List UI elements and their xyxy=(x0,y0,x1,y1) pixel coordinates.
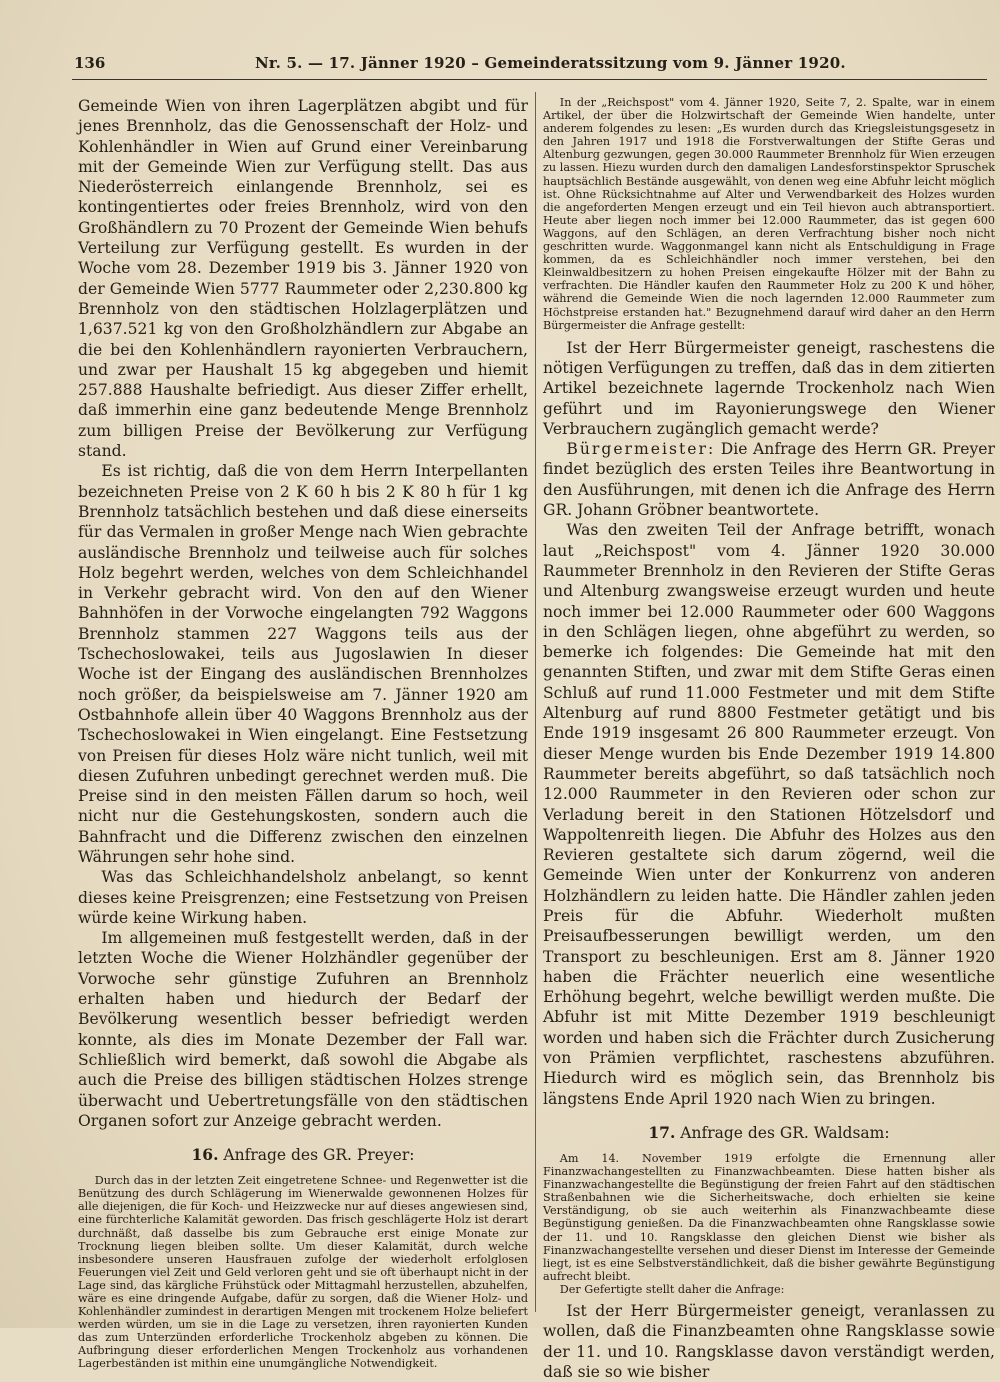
header-rule xyxy=(72,79,987,80)
inquiry-lead-in: Der Gefertigte stellt daher die Anfrage: xyxy=(559,1282,785,1296)
page-header xyxy=(60,54,960,76)
speaker-label: Bürgermeister: xyxy=(566,440,716,459)
page-number: 136 xyxy=(74,54,106,72)
section-heading-16 xyxy=(78,1143,528,1167)
running-title: Nr. 5. — 17. Jänner 1920 – Gemeinderatssitzung vom 9. Jänner 1920. xyxy=(255,54,846,72)
heading-text-17: Anfrage des GR. Waldsam: xyxy=(680,1123,890,1142)
left-paragraph-3: Was das Schleichhandelsholz anbelangt, so kennt dieses keine Preisgrenzen; eine Festsetzung von Preisen würde keine Wirkung haben. xyxy=(78,868,528,927)
right-column xyxy=(543,96,995,1382)
left-paragraph-1: Gemeinde Wien von ihren Lagerplätzen abgibt und für jenes Brennholz, das die Genossenschaft der Holz- und Kohlenhändler in Wien auf Grund einer Vereinbarung mit der Gemeinde Wien zur Verfügung stellt. Das aus Niederösterreich einlangende Brennholz, sei es kontingentiertes oder freies Brennholz, wird von den Großhändlern zu 70 Prozent der Gemeinde Wien behufs Verteilung zur Verfügung gestellt. Es wurden in der Woche vom 28. Dezember 1919 bis 3. Jänner 1920 von der Gemeinde Wien 5777 Raummeter oder 2,230.800 kg Brennholz von den städtischen Holzlagerplätzen und 1,637.521 kg von den Großholzhändlern zur Abgabe an die bei den Kohlenhändlern rayonierten Verbrauchern, und zwar per Haushalt 15 kg abgegeben und hiemit 257.888 Haushalte befriedigt. Aus dieser Ziffer erhellt, daß immerhin eine ganz bedeutende Menge Brennholz zum billigen Preise der Bevölkerung zur Verfügung stand. xyxy=(78,97,528,461)
inquiry-text-preyer: Durch das in der letzten Zeit eingetretene Schnee- und Regenwetter ist die Benützung des durch Schlägerung im Wienerwalde gewonnenen Holzes für alle diejenigen, die für Koch- und Heizzwecke nur auf dieses angewiesen sind, eine fürchterliche Kalamität geworden. Das frisch geschlägerte Holz ist derart durchnäßt, daß dasselbe bis zum Gebrauche erst einige Monate zur Trocknung liegen bleiben sollte. Um dieser Kalamität, durch welche insbesondere unseren Hausfrauen zufolge der wiederholt erfolglosen Feuerungen viel Zeit und Geld verloren geht und sie oft überhaupt nicht in der Lage sind, das kärgliche Frühstück oder Mittagmahl herzustellen, abzuhelfen, wäre es eine dringende Aufgabe, dafür zu sorgen, daß die Wiener Holz- und Kohlenhändler zumindest in derartigen Mengen mit trockenem Holze beliefert werden würden, um sie in die Lage zu versetzen, ihren rayonierten Kunden das zum Unterzünden erforderliche Trockenholz abgeben zu können. Die Aufbringung dieser erforderlichen Mengen Trockenholz aus vorhandenen Lagerbeständen ist mithin eine unumgängliche Notwendigkeit. xyxy=(78,1174,528,1371)
right-paragraph-4: Ist der Herr Bürgermeister geneigt, veranlassen zu wollen, daß die Finanzbeamten ohne Rangsklasse sowie der 11. und 10. Rangsklasse davon verständigt werden, daß sie so wie bisher xyxy=(543,1302,995,1381)
heading-text-16: Anfrage des GR. Preyer: xyxy=(223,1146,415,1165)
right-paragraph-3: Was den zweiten Teil der Anfrage betrifft, wonach laut „Reichspost" vom 4. Jänner 1920 30.000 Raummeter Brennholz in den Revieren der Stifte Geras und Altenburg zwangsweise erzeugt wurden und heute noch immer bei 12.000 Raummeter oder 600 Waggons in den Schlägen liegen, ohne abgeführt zu werden, so bemerke ich folgendes: Die Gemeinde hat mit den genannten Stiften, und zwar mit dem Stifte Geras einen Schluß auf rund 11.000 Festmeter und mit dem Stifte Altenburg auf rund 8800 Festmeter getätigt und bis Ende 1919 insgesamt 26 800 Raummeter erzeugt. Von dieser Menge wurden bis Ende Dezember 1919 14.800 Raummeter bereits abgeführt, so daß tatsächlich noch 12.000 Raummeter in den Revieren oder schon zur Verladung bereit in den Stationen Hötzelsdorf und Wappoltenreith liegen. Die Abfuhr des Holzes aus den Revieren gestaltete sich darum zögernd, weil die Gemeinde Wien unter der Konkurrenz von anderen Holzhändlern zu leiden hatte. Die Händler zahlen jeden Preis für die Abfuhr. Wiederholt mußten Preisaufbesserungen bewilligt werden, um den Transport zu beschleunigen. Erst am 8. Jänner 1920 haben die Frächter neuerlich eine wesentliche Erhöhung begehrt, welche bewilligt werden mußte. Die Abfuhr ist mit Mitte Dezember 1919 beschleunigt worden und haben sich die Frächter durch Zusicherung von Prämien verpflichtet, raschestens abzuführen. Hiedurch wird es möglich sein, das Brennholz bis längstens Ende April 1920 nach Wien zu bringen. xyxy=(543,521,995,1108)
heading-number-16: 16. xyxy=(191,1145,219,1165)
section-heading-17 xyxy=(543,1121,995,1145)
reichspost-quote: In der „Reichspost" vom 4. Jänner 1920, Seite 7, 2. Spalte, war in einem Artikel, der über die Holzwirtschaft der Gemeinde Wien handelte, unter anderem folgendes zu lesen: „Es wurden durch das Kriegsleistungsgesetz in den Jahren 1917 und 1918 die Forstverwaltungen der Stifte Geras und Altenburg gezwungen, gegen 30.000 Raummeter Brennholz für Wien erzeugen zu lassen. Hiezu wurden durch den damaligen Landesforstinspektor Spruschek hauptsächlich Bestände ausgewählt, von denen weg eine Abfuhr leicht möglich ist. Ohne Rücksichtnahme auf Alter und Verwendbarkeit des Holzes wurden die angeforderten Mengen erzeugt und ein Teil hievon auch abtransportiert. Heute aber liegen noch immer bei 12.000 Raummeter, das ist gegen 600 Waggons, auf den Schlägen, an deren Verfrachtung bisher noch nicht geschritten wurde. Waggonmangel kann nicht als Entschuldigung in Frage kommen, da es Schleichhändler noch immer verstehen, bei den Kleinwaldbesitzern zu hohen Preisen eingekaufte Hölzer mit der Bahn zu verfrachten. Die Händler kaufen den Raummeter Holz zu 200 K und höher, während die Gemeinde Wien die noch lagernden 12.000 Raummeter zum Höchstpreise erstanden hat." Bezugnehmend darauf wird daher an den Herrn Bürgermeister die Anfrage gestellt: xyxy=(543,96,995,332)
column-divider xyxy=(535,92,536,1312)
right-paragraph-2 xyxy=(543,439,995,520)
left-paragraph-4: Im allgemeinen muß festgestellt werden, daß in der letzten Woche die Wiener Holzhändler gegenüber der Vorwoche sehr günstige Zufuhren an Brennholz erhalten haben und hiedurch der Bedarf der Bevölkerung wesentlich besser befriedigt werden konnte, als dies im Monate Dezember der Fall war. Schließlich wird bemerkt, daß sowohl die Abgabe als auch die Preise des billigen städtischen Holzes strenge überwacht und Uebertretungsfälle von den städtischen Organen sofort zur Anzeige gebracht werden. xyxy=(78,929,528,1130)
speaker-answer: Die Anfrage des Herrn GR. Preyer findet bezüglich des ersten Teiles ihre Beantwortung in den Ausführungen, mit denen ich die Anfrage des Herrn GR. Johann Gröbner beantwortete. xyxy=(543,440,995,520)
inquiry-text-waldsam: Am 14. November 1919 erfolgte die Ernennung aller Finanzwachangestellten zu Finanzwachbeamten. Diese hatten bisher als Finanzwachangestellte die Begünstigung der freien Fahrt auf den städtischen Straßenbahnen wie die Sicherheitswache, doch erhielten sie keine Verständigung, ob sie auch weiterhin als Finanzwachbeamte diese Begünstigung genießen. Da die Finanzwachbeamten ohne Rangsklasse sowie der 11. und 10. Rangsklasse den gleichen Dienst wie bisher als Finanzwachangestellte versehen und dieser Dienst im Interesse der Gemeinde liegt, ist es eine Selbstverständlichkeit, daß die bisher gewährte Begünstigung aufrecht bleibt. xyxy=(543,1151,995,1283)
left-paragraph-2: Es ist richtig, daß die von dem Herrn Interpellanten bezeichneten Preise von 2 K 60 h bis 2 K 80 h für 1 kg Brennholz tatsächlich bestehen und daß diese einerseits für das Vermalen in großer Menge nach Wien gebrachte ausländische Brennholz und teilweise auch für solches Holz begehrt werden, welches von dem Schleichhandel in Verkehr gebracht wird. Von den auf den Wiener Bahnhöfen in der Vorwoche eingelangten 792 Waggons Brennholz stammen 227 Waggons teils aus der Tschechoslowakei, teils aus Jugoslawien In dieser Woche ist der Eingang des ausländischen Brennholzes noch größer, da beispielsweise am 7. Jänner 1920 am Ostbahnhofe allein über 40 Waggons Brennholz aus der Tschechoslowakei in Wien eingelangt. Eine Festsetzung von Preisen für dieses Holz wäre nicht tunlich, weil mit diesen Zufuhren unbedingt gerechnet werden muß. Die Preise sind in den meisten Fällen darum so hoch, weil nicht nur die Gestehungskosten, sondern auch die Bahnfracht und die Differenz zwischen den einzelnen Währungen sehr hohe sind. xyxy=(78,462,528,866)
right-paragraph-1: Ist der Herr Bürgermeister geneigt, raschestens die nötigen Verfügungen zu treffen, daß das in dem zitierten Artikel bezeichnete lagernde Trockenholz nach Wien geführt und im Rayonierungswege den Wiener Verbrauchern zugänglich gemacht werde? xyxy=(543,338,995,438)
heading-number-17: 17. xyxy=(648,1122,676,1142)
left-column xyxy=(78,96,528,1371)
